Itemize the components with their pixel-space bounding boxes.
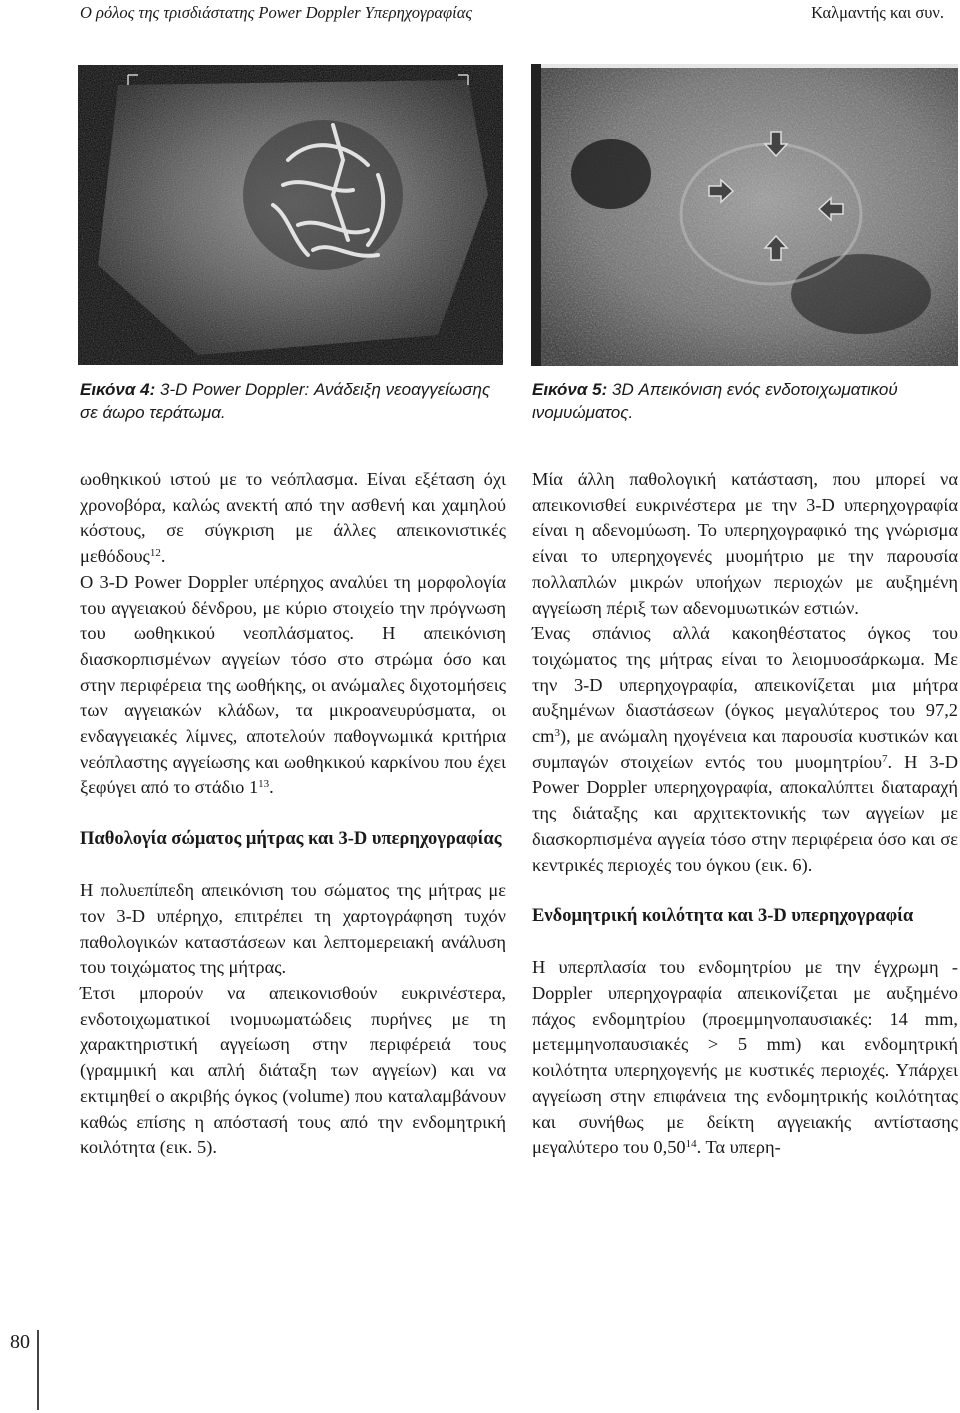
figure-5-ultrasound-image [531, 64, 958, 366]
figure-5-label: Εικόνα 5: [532, 380, 608, 399]
paragraph: Η υπερπλασία του ενδομητρίου με την έγχρωμη - Doppler υπερηχογραφία απεικονίζεται με αυξημένο πάχος ενδομητρίου (προεμμηνοπαυσιακές: 14 mm, μετεμμηνοπαυσιακές > 5 mm) και ενδομητρική κοιλότητα υπερηχογενής με κυστικές περιοχές. Υπάρχει αγγείωση στην επιφάνεια της ενδομητρικής κοιλότητας και συνήθως με δείκτη αγγειακής αντίστασης μεγαλύτερο του 0,50$^{14}$. Τα υπερη- [532, 957, 958, 1158]
left-text-column [80, 467, 506, 1161]
figure-4-label: Εικόνα 4: [80, 380, 156, 399]
reference-superscript: 7 [882, 752, 888, 765]
page-number: 80 [10, 1331, 30, 1353]
figure-5-caption [532, 378, 957, 424]
figure-4-ultrasound-image [78, 65, 503, 365]
figure-5-caption-text: 3D Απεικόνιση ενός ενδοτοιχωματικού ινομυώματος. [532, 380, 898, 422]
right-text-column [532, 467, 958, 1161]
reference-superscript: 12 [149, 547, 161, 560]
paragraph: Ένας σπάνιος αλλά κακοηθέστατος όγκος του τοιχώματος της μήτρας είναι το λειομυοσάρκωμα. Με την 3-D υπερηχογραφία, απεικονίζεται μια μήτρα αυξημένων διαστάσεων (όγκος μεγαλύτερος του 97,2 $cm^3$), με ανώμαλη ηχογένεια και παρουσία κυστικών και συμπαγών στοιχείων εντός του μυομητρίου$^7$. Η 3-D Power Doppler υπερηχογραφία, αποκαλύπτει διαταραχή της διάταξης και αρχιτεκτονικής των αγγείων με διασκορπισμένα αγγεία τόσο στην περιφέρεια όσο και σε κεντρικές περιοχές του όγκου (εικ. 6). [532, 623, 958, 875]
section-heading-uterine-pathology: Παθολογία σώματος μήτρας και 3-D υπερηχογραφίας [80, 828, 502, 849]
paragraph: Ο 3-D Power Doppler υπέρηχος αναλύει τη μορφολογία του αγγειακού δένδρου, με κύριο στοιχείο την πρόγνωση του ωοθηκικού νεοπλάσματος. Η απεικόνιση διασκορπισμένων αγγείων τόσο στο στρώμα όσο και στην περιφέρεια της ωοθήκης, οι ανώμαλες διχοτομήσεις των αγγειακών κλάδων, τα μικροανευρύσματα, οι ενδαγγειακές λίμνες, αποτελούν παθογνωμικά κριτήρια νεόπλαστης αγγείωσης και ωοθηκικού καρκίνου που έχει ξεφύγει από το στάδιο $1^{13}$. [80, 571, 506, 798]
figure-4-graphic [78, 65, 503, 365]
header-authors: Καλμαντής και συν. [811, 3, 944, 22]
reference-superscript: 13 [258, 778, 270, 791]
paragraph: Μία άλλη παθολογική κατάσταση, που μπορεί να απεικονισθεί ευκρινέστερα με την 3-D υπερηχογραφία είναι η αδενομύωση. Το υπερηχογραφικό της γνώρισμα είναι το υπερηχογενές μυομήτριο με την παρουσία πολλαπλών μικρών υποήχων περιοχών με αυξημένη αγγείωση πέριξ των αδενομυωτικών εστιών. [532, 469, 958, 618]
figure-5-graphic [531, 64, 958, 366]
paragraph: Έτσι μπορούν να απεικονισθούν ευκρινέστερα, ενδοτοιχωματικοί ινομυωματώδεις πυρήνες με τη χαρακτηριστική αγγείωση στην περιφέρειά τους (γραμμική και απλή διάταξη των αγγείων) και να εκτιμηθεί ο ακριβής όγκος (volume) που καταλαμβάνουν καθώς επίσης η απόστασή τους από την ενδομητρική κοιλότητα (εικ. 5). [80, 983, 506, 1158]
header-article-title: Ο ρόλος της τρισδιάστατης Power Doppler Υπερηχογραφίας [80, 3, 473, 22]
reference-superscript: 14 [685, 1138, 697, 1151]
footer-divider [37, 1330, 39, 1410]
paragraph: Η πολυεπίπεδη απεικόνιση του σώματος της μήτρας με τον 3-D υπέρηχο, επιτρέπει τη χαρτογράφηση τυχόν παθολογικών καταστάσεων και λεπτομερειακή ανάλυση του τοιχώματος της μήτρας. [80, 880, 506, 978]
figure-4-caption [80, 378, 505, 424]
unit-superscript: 3 [554, 727, 560, 740]
section-heading-endometrial-cavity: Ενδομητρική κοιλότητα και 3-D υπερηχογραφία [532, 905, 914, 926]
paragraph: ωοθηκικού ιστού με το νεόπλασμα. Είναι εξέταση όχι χρονοβόρα, καλώς ανεκτή από την ασθενή και χαμηλού κόστους, σε σύγκριση με άλλες απεικονιστικές μεθόδους$^{12}$. [80, 469, 506, 567]
figure-4-caption-text: 3-D Power Doppler: Ανάδειξη νεοαγγείωσης σε άωρο τεράτωμα. [80, 380, 491, 422]
running-header [0, 0, 960, 30]
